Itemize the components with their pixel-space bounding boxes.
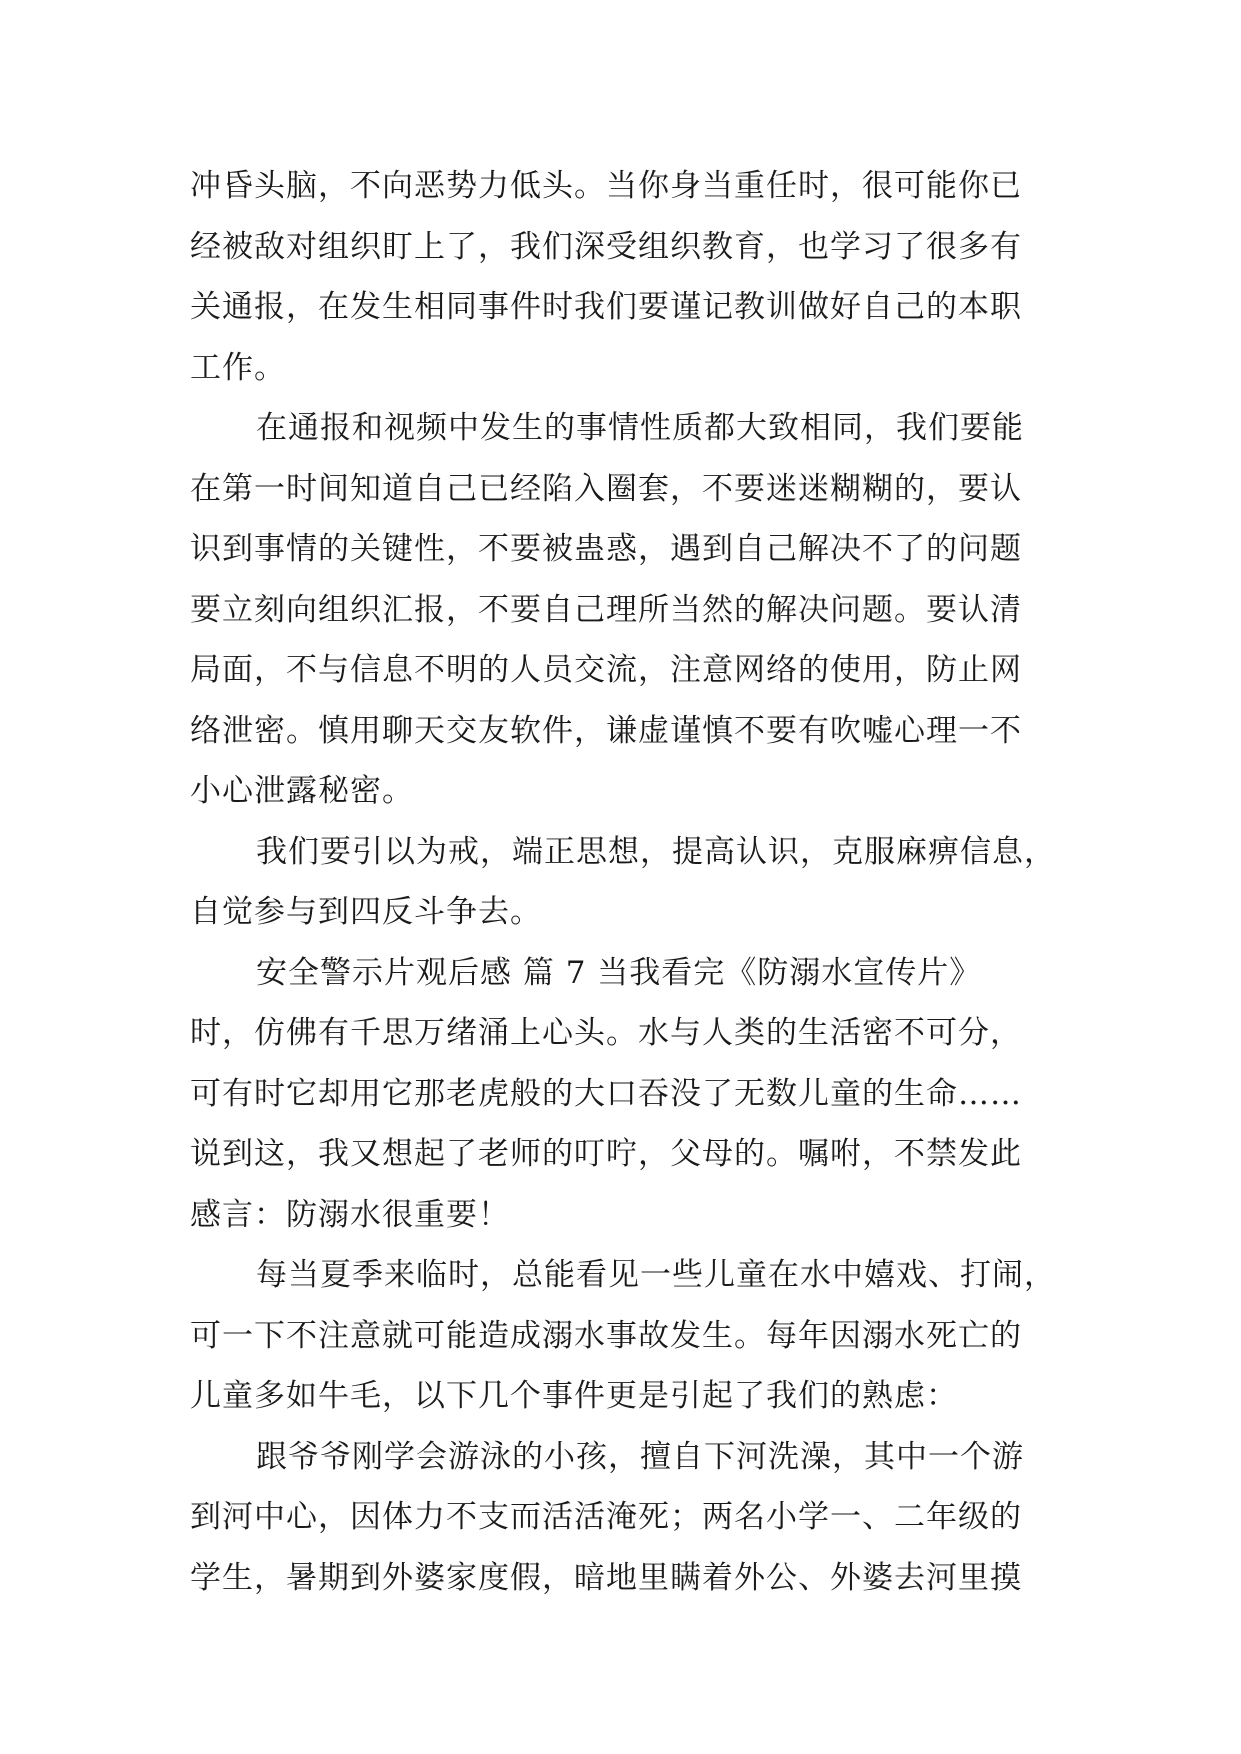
text-line: 小心泄露秘密。 xyxy=(190,773,414,809)
text-line: 局面，不与信息不明的人员交流，注意网络的使用，防止网 xyxy=(190,652,1022,688)
text-line: 说到这，我又想起了老师的叮咛，父母的。嘱咐，不禁发此 xyxy=(190,1136,1022,1172)
text-line: 在第一时间知道自己已经陷入圈套，不要迷迷糊糊的，要认 xyxy=(190,470,1022,507)
text-line: 要立刻向组织汇报，不要自己理所当然的解决问题。要认清 xyxy=(190,591,1022,628)
text-line: 时，仿佛有千思万绪涌上心头。水与人类的生活密不可分， xyxy=(190,1015,1022,1051)
document-body xyxy=(190,156,1060,1608)
text-line: 安全警示片观后感 篇 7 当我看完《防溺水宣传片》 xyxy=(256,954,982,991)
text-line: 儿童多如牛毛，以下几个事件更是引起了我们的熟虑： xyxy=(190,1378,958,1414)
text-line: 可一下不注意就可能造成溺水事故发生。每年因溺水死亡的 xyxy=(190,1317,1022,1354)
text-line: 在通报和视频中发生的事情性质都大致相同，我们要能 xyxy=(256,410,1024,446)
text-line: 经被敌对组织盯上了，我们深受组织教育，也学习了很多有 xyxy=(190,228,1022,265)
text-line: 可有时它却用它那老虎般的大口吞没了无数儿童的生命…… xyxy=(190,1075,1022,1112)
text-line: 自觉参与到四反斗争去。 xyxy=(190,894,542,930)
text-line: 感言：防溺水很重要！ xyxy=(190,1196,510,1233)
text-line: 学生，暑期到外婆家度假，暗地里瞒着外公、外婆去河里摸 xyxy=(190,1559,1022,1596)
text-line: 工作。 xyxy=(190,349,286,386)
text-line: 络泄密。慎用聊天交友软件，谦虚谨慎不要有吹嘘心理一不 xyxy=(190,712,1022,749)
text-line: 冲昏头脑，不向恶势力低头。当你身当重任时，很可能你已 xyxy=(190,168,1022,204)
text-line: 关通报，在发生相同事件时我们要谨记教训做好自己的本职 xyxy=(190,289,1022,325)
text-line: 识到事情的关键性，不要被蛊惑，遇到自己解决不了的问题 xyxy=(190,531,1022,567)
text-line: 到河中心，因体力不支而活活淹死；两名小学一、二年级的 xyxy=(190,1499,1022,1535)
text-line: 跟爷爷刚学会游泳的小孩，擅自下河洗澡，其中一个游 xyxy=(256,1438,1024,1475)
text-line: 我们要引以为戒，端正思想，提高认识，克服麻痹信息， xyxy=(256,833,1056,870)
text-line: 每当夏季来临时，总能看见一些儿童在水中嬉戏、打闹， xyxy=(256,1257,1056,1293)
